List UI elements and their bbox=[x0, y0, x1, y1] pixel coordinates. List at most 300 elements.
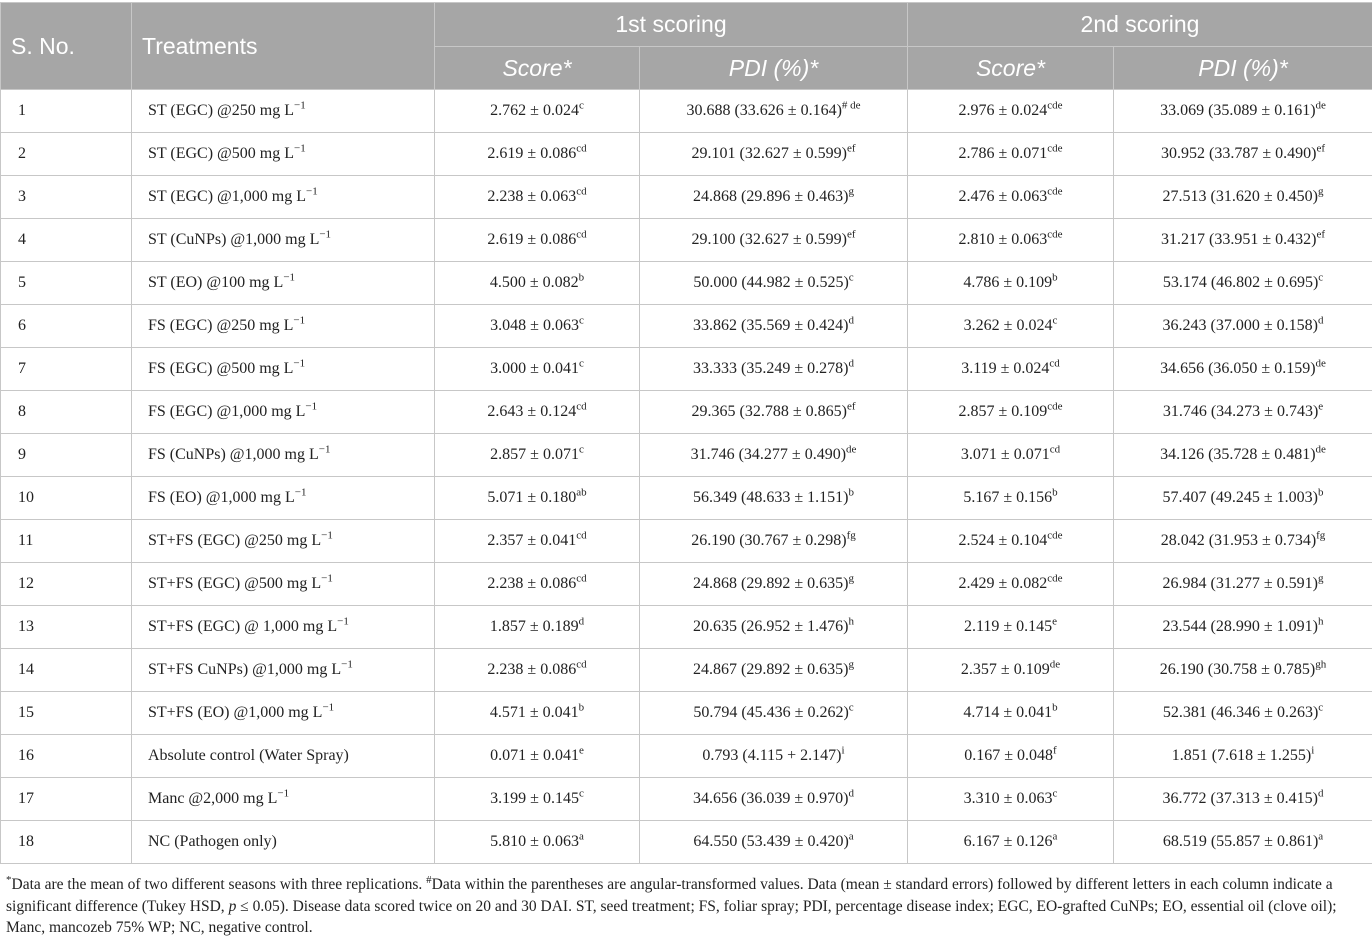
unit-exponent: −1 bbox=[293, 357, 306, 370]
cell-pdi-2 bbox=[1114, 133, 1372, 176]
cell-pdi-1 bbox=[640, 348, 908, 391]
cell-score-1-letters: d bbox=[578, 615, 585, 628]
cell-treatment bbox=[132, 778, 435, 821]
unit-exponent: −1 bbox=[294, 486, 307, 499]
header-score-2: Score* bbox=[908, 47, 1114, 90]
cell-score-1-letters: cd bbox=[576, 228, 587, 241]
cell-score-1-letters: ab bbox=[576, 486, 587, 499]
treatment-text: ST+FS (EGC) @250 mg L bbox=[148, 532, 322, 549]
cell-score-1 bbox=[435, 477, 640, 520]
cell-score-1 bbox=[435, 176, 640, 219]
cell-score-1-letters: c bbox=[578, 314, 584, 327]
cell-score-2-letters: e bbox=[1052, 615, 1058, 628]
cell-score-1-value: 3.048 ± 0.063 bbox=[490, 317, 579, 334]
cell-pdi-1-letters: g bbox=[848, 185, 854, 198]
cell-sno: 17 bbox=[1, 778, 132, 821]
cell-score-1-letters: c bbox=[578, 357, 584, 370]
cell-pdi-2-value: 31.746 (34.273 ± 0.743) bbox=[1162, 403, 1319, 420]
footnote-hash: # bbox=[426, 873, 432, 886]
treatment-text: ST (EO) @100 mg L bbox=[148, 274, 284, 291]
table-row bbox=[1, 90, 1372, 133]
cell-score-2-value: 2.786 ± 0.071 bbox=[958, 145, 1048, 162]
cell-sno: 1 bbox=[1, 90, 132, 133]
cell-pdi-1-letters: g bbox=[848, 572, 854, 585]
unit-exponent: −1 bbox=[306, 185, 318, 198]
footnote-part3: ≤ 0.05). Disease data scored twice on 20 and 30 DAI. ST, seed treatment; FS, foliar spray; PDI, percentage disease index; EGC, EO-grafted CuNPs; EO, essential oil (clove oil); Manc, mancozeb 75% WP; NC, negative control. bbox=[6, 897, 1337, 936]
cell-pdi-2 bbox=[1114, 821, 1372, 864]
cell-score-1-letters: b bbox=[578, 701, 585, 714]
cell-pdi-2 bbox=[1114, 735, 1372, 778]
cell-pdi-2 bbox=[1114, 262, 1372, 305]
cell-pdi-2 bbox=[1114, 305, 1372, 348]
unit-exponent: −1 bbox=[322, 701, 335, 714]
table-row bbox=[1, 434, 1372, 477]
cell-pdi-1-letters: i bbox=[841, 744, 845, 757]
treatment-text: FS (EGC) @1,000 mg L bbox=[148, 403, 306, 420]
cell-pdi-1-letters: de bbox=[846, 443, 857, 456]
table-row bbox=[1, 821, 1372, 864]
cell-pdi-2-letters: e bbox=[1318, 400, 1324, 413]
cell-pdi-1-letters: c bbox=[848, 701, 854, 714]
cell-score-1-letters: e bbox=[578, 744, 584, 757]
cell-score-1-value: 3.199 ± 0.145 bbox=[490, 790, 579, 807]
cell-pdi-1-letters: g bbox=[848, 658, 854, 671]
cell-pdi-2-value: 34.656 (36.050 ± 0.159) bbox=[1160, 360, 1316, 377]
cell-score-2 bbox=[908, 821, 1114, 864]
table-footnote bbox=[6, 874, 1366, 939]
table-row bbox=[1, 563, 1372, 606]
unit-exponent: −1 bbox=[294, 99, 306, 112]
cell-pdi-2-letters: de bbox=[1315, 443, 1326, 456]
cell-treatment bbox=[132, 176, 435, 219]
cell-pdi-2-letters: d bbox=[1317, 314, 1324, 327]
cell-pdi-2-letters: g bbox=[1317, 572, 1324, 585]
cell-pdi-2-value: 1.851 (7.618 ± 1.255) bbox=[1171, 747, 1312, 764]
table-row bbox=[1, 176, 1372, 219]
cell-score-1-value: 5.071 ± 0.180 bbox=[487, 489, 577, 506]
table-row bbox=[1, 778, 1372, 821]
cell-score-2-letters: cde bbox=[1047, 228, 1063, 241]
cell-pdi-2 bbox=[1114, 434, 1372, 477]
treatment-text: ST+FS (EGC) @500 mg L bbox=[148, 575, 322, 592]
cell-score-2-value: 2.857 ± 0.109 bbox=[958, 403, 1048, 420]
treatment-text: FS (EGC) @250 mg L bbox=[148, 317, 294, 334]
cell-treatment bbox=[132, 262, 435, 305]
cell-pdi-2-value: 52.381 (46.346 ± 0.263) bbox=[1162, 704, 1319, 721]
cell-pdi-1-letters: a bbox=[848, 830, 854, 843]
treatment-text: Absolute control (Water Spray) bbox=[148, 747, 349, 764]
cell-pdi-1-value: 56.349 (48.633 ± 1.151) bbox=[693, 489, 849, 506]
cell-score-2 bbox=[908, 305, 1114, 348]
cell-pdi-1-letters: c bbox=[848, 271, 854, 284]
cell-pdi-1 bbox=[640, 606, 908, 649]
cell-pdi-1 bbox=[640, 735, 908, 778]
cell-treatment bbox=[132, 133, 435, 176]
cell-score-2-letters: a bbox=[1052, 830, 1058, 843]
cell-score-1-value: 2.238 ± 0.063 bbox=[487, 188, 577, 205]
cell-score-1-value: 2.762 ± 0.024 bbox=[490, 102, 579, 119]
cell-pdi-2-letters: de bbox=[1315, 99, 1326, 112]
cell-sno: 16 bbox=[1, 735, 132, 778]
cell-score-2-letters: c bbox=[1052, 787, 1058, 800]
cell-score-2-value: 2.119 ± 0.145 bbox=[963, 618, 1053, 635]
cell-score-2-value: 6.167 ± 0.126 bbox=[963, 833, 1053, 850]
cell-treatment bbox=[132, 305, 435, 348]
cell-score-1-value: 2.238 ± 0.086 bbox=[487, 575, 577, 592]
cell-score-1 bbox=[435, 821, 640, 864]
cell-pdi-1 bbox=[640, 477, 908, 520]
cell-score-2-letters: b bbox=[1052, 271, 1058, 284]
cell-score-1 bbox=[435, 778, 640, 821]
cell-score-2-letters: f bbox=[1053, 744, 1057, 757]
cell-score-2-value: 2.429 ± 0.082 bbox=[958, 575, 1048, 592]
cell-pdi-1 bbox=[640, 649, 908, 692]
header-1st-scoring: 1st scoring bbox=[435, 3, 908, 47]
cell-pdi-1 bbox=[640, 133, 908, 176]
cell-score-2-value: 3.119 ± 0.024 bbox=[961, 360, 1050, 377]
cell-score-1-value: 2.857 ± 0.071 bbox=[490, 446, 579, 463]
cell-pdi-2-value: 31.217 (33.951 ± 0.432) bbox=[1161, 231, 1317, 248]
header-row-1 bbox=[1, 3, 1372, 47]
cell-score-1-value: 3.000 ± 0.041 bbox=[490, 360, 579, 377]
cell-score-2-letters: b bbox=[1052, 701, 1058, 714]
cell-pdi-1-letters: d bbox=[848, 787, 854, 800]
cell-score-1-letters: cd bbox=[576, 658, 587, 671]
cell-pdi-1 bbox=[640, 176, 908, 219]
cell-pdi-2-letters: c bbox=[1318, 271, 1324, 284]
unit-exponent: −1 bbox=[341, 658, 353, 671]
results-table bbox=[0, 2, 1372, 864]
cell-pdi-1 bbox=[640, 219, 908, 262]
cell-sno: 5 bbox=[1, 262, 132, 305]
cell-score-1-letters: cd bbox=[576, 185, 587, 198]
cell-treatment bbox=[132, 90, 435, 133]
cell-pdi-1-letters: ef bbox=[846, 228, 856, 241]
cell-score-1-value: 4.571 ± 0.041 bbox=[489, 704, 579, 721]
cell-score-1 bbox=[435, 735, 640, 778]
cell-pdi-1-letters: fg bbox=[846, 529, 856, 542]
cell-treatment bbox=[132, 735, 435, 778]
cell-treatment bbox=[132, 821, 435, 864]
cell-pdi-2 bbox=[1114, 606, 1372, 649]
cell-score-1 bbox=[435, 305, 640, 348]
unit-exponent: −1 bbox=[294, 142, 306, 155]
cell-pdi-2-letters: d bbox=[1317, 787, 1324, 800]
cell-pdi-1 bbox=[640, 262, 908, 305]
cell-treatment bbox=[132, 434, 435, 477]
cell-sno: 4 bbox=[1, 219, 132, 262]
table-body bbox=[1, 90, 1372, 864]
cell-score-2-letters: cde bbox=[1047, 185, 1063, 198]
unit-exponent: −1 bbox=[337, 615, 349, 628]
table-row bbox=[1, 305, 1372, 348]
cell-score-2-letters: cde bbox=[1047, 142, 1063, 155]
cell-score-2-letters: cde bbox=[1047, 572, 1063, 585]
cell-score-1-value: 0.071 ± 0.041 bbox=[490, 747, 579, 764]
cell-pdi-1 bbox=[640, 520, 908, 563]
cell-score-1-value: 1.857 ± 0.189 bbox=[489, 618, 579, 635]
cell-pdi-2-letters: g bbox=[1317, 185, 1324, 198]
cell-pdi-2 bbox=[1114, 778, 1372, 821]
cell-score-2 bbox=[908, 133, 1114, 176]
cell-score-1 bbox=[435, 90, 640, 133]
cell-score-2 bbox=[908, 606, 1114, 649]
cell-pdi-2-value: 27.513 (31.620 ± 0.450) bbox=[1162, 188, 1318, 205]
cell-pdi-1 bbox=[640, 305, 908, 348]
cell-sno: 18 bbox=[1, 821, 132, 864]
cell-score-2 bbox=[908, 434, 1114, 477]
cell-score-2-value: 2.357 ± 0.109 bbox=[960, 661, 1050, 678]
cell-treatment bbox=[132, 219, 435, 262]
cell-sno: 10 bbox=[1, 477, 132, 520]
cell-pdi-1-letters: d bbox=[848, 357, 854, 370]
cell-score-2-letters: b bbox=[1052, 486, 1058, 499]
footnote-star: * bbox=[6, 873, 12, 886]
cell-pdi-1-value: 0.793 (4.115 + 2.147) bbox=[702, 747, 842, 764]
table-row bbox=[1, 219, 1372, 262]
treatment-text: FS (EGC) @500 mg L bbox=[148, 360, 294, 377]
cell-score-2 bbox=[908, 520, 1114, 563]
cell-score-1-letters: c bbox=[578, 99, 584, 112]
table-row bbox=[1, 520, 1372, 563]
cell-pdi-2-value: 57.407 (49.245 ± 1.003) bbox=[1162, 489, 1318, 506]
unit-exponent: −1 bbox=[305, 400, 318, 413]
cell-score-1-letters: cd bbox=[576, 572, 587, 585]
cell-pdi-1-letters: ef bbox=[846, 142, 856, 155]
cell-score-1-value: 2.238 ± 0.086 bbox=[487, 661, 577, 678]
cell-score-2-value: 3.262 ± 0.024 bbox=[963, 317, 1053, 334]
cell-score-2 bbox=[908, 219, 1114, 262]
cell-pdi-1 bbox=[640, 821, 908, 864]
cell-score-2 bbox=[908, 778, 1114, 821]
cell-pdi-2-value: 53.174 (46.802 ± 0.695) bbox=[1162, 274, 1319, 291]
cell-pdi-2-letters: ef bbox=[1316, 142, 1325, 155]
cell-score-1-value: 2.619 ± 0.086 bbox=[487, 231, 577, 248]
header-score-1: Score* bbox=[435, 47, 640, 90]
cell-pdi-1-value: 20.635 (26.952 ± 1.476) bbox=[693, 618, 849, 635]
table-row bbox=[1, 348, 1372, 391]
cell-score-2 bbox=[908, 735, 1114, 778]
table-row bbox=[1, 692, 1372, 735]
cell-pdi-1 bbox=[640, 778, 908, 821]
footnote-part1: Data are the mean of two different seasons with three replications. bbox=[11, 876, 427, 893]
cell-score-1 bbox=[435, 606, 640, 649]
cell-pdi-1 bbox=[640, 434, 908, 477]
cell-pdi-1 bbox=[640, 692, 908, 735]
cell-pdi-2-letters: b bbox=[1317, 486, 1324, 499]
treatment-text: ST (EGC) @500 mg L bbox=[148, 145, 294, 162]
unit-exponent: −1 bbox=[321, 529, 333, 542]
cell-score-2-value: 3.310 ± 0.063 bbox=[963, 790, 1053, 807]
header-sno: S. No. bbox=[1, 3, 132, 90]
cell-pdi-1-value: 34.656 (36.039 ± 0.970) bbox=[693, 790, 849, 807]
cell-score-2-value: 0.167 ± 0.048 bbox=[964, 747, 1054, 764]
table-row bbox=[1, 649, 1372, 692]
cell-score-2 bbox=[908, 692, 1114, 735]
cell-pdi-2-value: 26.190 (30.758 ± 0.785) bbox=[1159, 661, 1316, 678]
cell-score-1-letters: cd bbox=[576, 142, 587, 155]
cell-treatment bbox=[132, 649, 435, 692]
cell-sno: 2 bbox=[1, 133, 132, 176]
header-pdi-2: PDI (%)* bbox=[1114, 47, 1372, 90]
treatment-text: ST (CuNPs) @1,000 mg L bbox=[148, 231, 320, 248]
header-pdi-1: PDI (%)* bbox=[640, 47, 908, 90]
cell-pdi-1 bbox=[640, 391, 908, 434]
cell-sno: 3 bbox=[1, 176, 132, 219]
cell-pdi-1-value: 33.862 (35.569 ± 0.424) bbox=[693, 317, 849, 334]
treatment-text: Manc @2,000 mg L bbox=[148, 790, 278, 807]
cell-score-2 bbox=[908, 563, 1114, 606]
cell-treatment bbox=[132, 563, 435, 606]
cell-score-2-value: 3.071 ± 0.071 bbox=[960, 446, 1050, 463]
unit-exponent: −1 bbox=[283, 271, 296, 284]
cell-score-2 bbox=[908, 649, 1114, 692]
cell-score-2 bbox=[908, 348, 1114, 391]
cell-score-1 bbox=[435, 692, 640, 735]
cell-score-1 bbox=[435, 563, 640, 606]
cell-score-1 bbox=[435, 262, 640, 305]
cell-score-2-letters: cd bbox=[1049, 443, 1061, 456]
cell-pdi-2 bbox=[1114, 391, 1372, 434]
cell-pdi-2-letters: c bbox=[1318, 701, 1324, 714]
treatment-text: ST+FS CuNPs) @1,000 mg L bbox=[148, 661, 342, 678]
table-row bbox=[1, 262, 1372, 305]
treatment-text: ST (EGC) @250 mg L bbox=[148, 102, 294, 119]
cell-pdi-1-letters: ef bbox=[846, 400, 856, 413]
cell-sno: 14 bbox=[1, 649, 132, 692]
cell-score-1-value: 2.619 ± 0.086 bbox=[487, 145, 577, 162]
treatment-text: NC (Pathogen only) bbox=[148, 833, 277, 850]
cell-score-2-value: 2.976 ± 0.024 bbox=[958, 102, 1048, 119]
cell-score-1-value: 4.500 ± 0.082 bbox=[489, 274, 579, 291]
treatment-text: ST (EGC) @1,000 mg L bbox=[148, 188, 306, 205]
cell-pdi-2 bbox=[1114, 520, 1372, 563]
cell-pdi-2-value: 36.772 (37.313 ± 0.415) bbox=[1162, 790, 1318, 807]
treatment-text: ST+FS (EGC) @ 1,000 mg L bbox=[148, 618, 338, 635]
cell-pdi-1-value: 33.333 (35.249 ± 0.278) bbox=[693, 360, 849, 377]
cell-score-2 bbox=[908, 391, 1114, 434]
unit-exponent: −1 bbox=[277, 787, 290, 800]
cell-score-2 bbox=[908, 262, 1114, 305]
cell-score-2-letters: de bbox=[1049, 658, 1061, 671]
cell-treatment bbox=[132, 520, 435, 563]
cell-score-2-value: 2.810 ± 0.063 bbox=[958, 231, 1048, 248]
cell-score-2-value: 2.476 ± 0.063 bbox=[958, 188, 1048, 205]
cell-pdi-2 bbox=[1114, 477, 1372, 520]
footnote-p: p bbox=[228, 897, 237, 915]
cell-score-2-letters: cde bbox=[1047, 400, 1063, 413]
cell-sno: 6 bbox=[1, 305, 132, 348]
cell-pdi-2 bbox=[1114, 563, 1372, 606]
cell-treatment bbox=[132, 606, 435, 649]
table-row bbox=[1, 477, 1372, 520]
cell-pdi-2 bbox=[1114, 219, 1372, 262]
table-row bbox=[1, 391, 1372, 434]
cell-pdi-2-value: 36.243 (37.000 ± 0.158) bbox=[1162, 317, 1318, 334]
cell-sno: 11 bbox=[1, 520, 132, 563]
cell-score-2-letters: cde bbox=[1047, 529, 1063, 542]
footnote-part2: Data within the parentheses are angular-transformed values. Data (mean ± standard errors) followed by different letters in each column indicate a significant difference (Tukey HSD, bbox=[6, 876, 1333, 915]
cell-pdi-1-value: 29.101 (32.627 ± 0.599) bbox=[691, 145, 847, 162]
header-2nd-scoring: 2nd scoring bbox=[908, 3, 1372, 47]
cell-treatment bbox=[132, 348, 435, 391]
cell-score-1-value: 2.357 ± 0.041 bbox=[487, 532, 577, 549]
cell-score-1 bbox=[435, 520, 640, 563]
cell-pdi-2-letters: fg bbox=[1316, 529, 1326, 542]
cell-score-1 bbox=[435, 391, 640, 434]
cell-score-1-value: 2.643 ± 0.124 bbox=[487, 403, 577, 420]
table-row bbox=[1, 735, 1372, 778]
cell-sno: 7 bbox=[1, 348, 132, 391]
cell-score-1-letters: cd bbox=[576, 529, 587, 542]
cell-pdi-1-value: 30.688 (33.626 ± 0.164) bbox=[686, 102, 842, 119]
cell-pdi-1-letters: d bbox=[848, 314, 854, 327]
cell-score-1-letters: cd bbox=[576, 400, 587, 413]
unit-exponent: −1 bbox=[318, 443, 331, 456]
cell-treatment bbox=[132, 391, 435, 434]
cell-pdi-2 bbox=[1114, 176, 1372, 219]
cell-pdi-1 bbox=[640, 90, 908, 133]
cell-score-1-letters: c bbox=[578, 787, 584, 800]
cell-score-2-value: 4.714 ± 0.041 bbox=[963, 704, 1053, 721]
cell-pdi-2 bbox=[1114, 692, 1372, 735]
cell-pdi-1-value: 50.794 (45.436 ± 0.262) bbox=[693, 704, 849, 721]
cell-sno: 13 bbox=[1, 606, 132, 649]
cell-pdi-2-letters: gh bbox=[1315, 658, 1327, 671]
cell-pdi-1-value: 29.365 (32.788 ± 0.865) bbox=[691, 403, 847, 420]
cell-pdi-2-value: 33.069 (35.089 ± 0.161) bbox=[1160, 102, 1316, 119]
cell-score-1 bbox=[435, 348, 640, 391]
cell-pdi-2-value: 30.952 (33.787 ± 0.490) bbox=[1161, 145, 1317, 162]
cell-pdi-1 bbox=[640, 563, 908, 606]
cell-score-1-letters: c bbox=[578, 443, 584, 456]
cell-pdi-2-letters: h bbox=[1317, 615, 1324, 628]
cell-score-1 bbox=[435, 133, 640, 176]
table-row bbox=[1, 133, 1372, 176]
cell-sno: 12 bbox=[1, 563, 132, 606]
cell-sno: 9 bbox=[1, 434, 132, 477]
cell-pdi-2-value: 34.126 (35.728 ± 0.481) bbox=[1160, 446, 1316, 463]
cell-pdi-1-value: 24.867 (29.892 ± 0.635) bbox=[693, 661, 849, 678]
cell-pdi-2 bbox=[1114, 649, 1372, 692]
cell-pdi-1-value: 50.000 (44.982 ± 0.525) bbox=[693, 274, 849, 291]
cell-pdi-1-value: 24.868 (29.896 ± 0.463) bbox=[693, 188, 849, 205]
unit-exponent: −1 bbox=[319, 228, 332, 241]
cell-score-1 bbox=[435, 649, 640, 692]
cell-pdi-1-value: 31.746 (34.277 ± 0.490) bbox=[690, 446, 847, 463]
cell-pdi-2-value: 26.984 (31.277 ± 0.591) bbox=[1162, 575, 1318, 592]
cell-pdi-2-letters: a bbox=[1318, 830, 1324, 843]
unit-exponent: −1 bbox=[293, 314, 306, 327]
cell-pdi-1-value: 24.868 (29.892 ± 0.635) bbox=[693, 575, 849, 592]
cell-score-2-letters: cde bbox=[1047, 99, 1063, 112]
cell-pdi-2-value: 68.519 (55.857 ± 0.861) bbox=[1162, 833, 1319, 850]
cell-pdi-1-letters: b bbox=[848, 486, 854, 499]
treatment-text: FS (EO) @1,000 mg L bbox=[148, 489, 295, 506]
cell-pdi-2-letters: i bbox=[1311, 744, 1315, 757]
cell-pdi-2-value: 23.544 (28.990 ± 1.091) bbox=[1162, 618, 1318, 635]
cell-score-2 bbox=[908, 176, 1114, 219]
cell-pdi-1-letters: h bbox=[848, 615, 854, 628]
cell-treatment bbox=[132, 692, 435, 735]
cell-score-2 bbox=[908, 90, 1114, 133]
cell-score-2-value: 4.786 ± 0.109 bbox=[963, 274, 1053, 291]
header-treatments: Treatments bbox=[132, 3, 435, 90]
cell-pdi-2-letters: ef bbox=[1316, 228, 1325, 241]
cell-sno: 15 bbox=[1, 692, 132, 735]
cell-score-2 bbox=[908, 477, 1114, 520]
cell-pdi-1-value: 64.550 (53.439 ± 0.420) bbox=[693, 833, 849, 850]
